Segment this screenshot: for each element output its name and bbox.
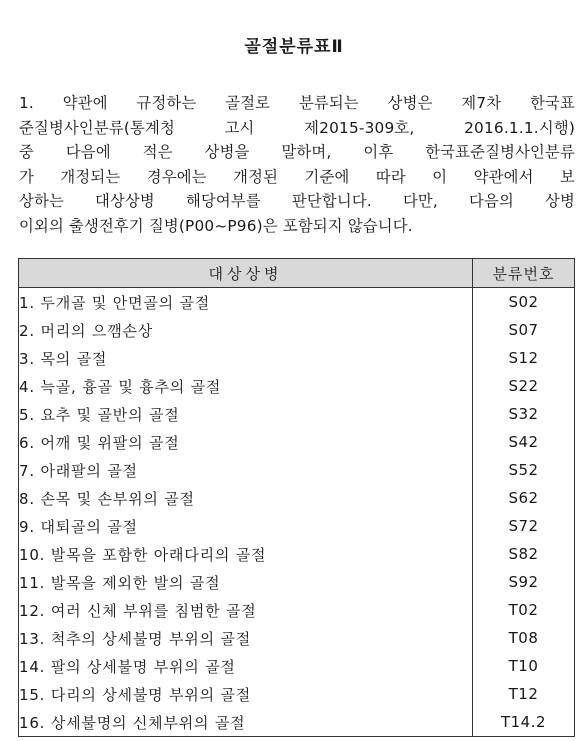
fracture-classification-table [18, 258, 575, 737]
classification-code: S72 [473, 512, 575, 540]
classification-code: S07 [473, 316, 575, 344]
classification-code: S02 [473, 288, 575, 317]
classification-code: S82 [473, 540, 575, 568]
disease-name: 7. 아래팔의 골절 [19, 456, 473, 484]
table-row [19, 596, 575, 624]
classification-code: T08 [473, 624, 575, 652]
disease-name: 13. 척추의 상세불명 부위의 골절 [19, 624, 473, 652]
intro-line: 가 개정되는 경우에는 개정된 기준에 따라 이 약관에서 보 [19, 167, 575, 186]
classification-code: T14.2 [473, 708, 575, 737]
intro-line: 1. 약관에 규정하는 골절로 분류되는 상병은 제7차 한국표 [19, 94, 575, 112]
disease-name: 9. 대퇴골의 골절 [19, 512, 473, 540]
disease-name: 2. 머리의 으깸손상 [19, 316, 473, 344]
classification-code: S52 [473, 456, 575, 484]
classification-code: T12 [473, 680, 575, 708]
intro-line: 이외의 출생전후기 질병(P00~P96)은 포함되지 않습니다. [19, 216, 413, 235]
classification-code: S62 [473, 484, 575, 512]
disease-name: 8. 손목 및 손부위의 골절 [19, 484, 473, 512]
table-row [19, 708, 575, 737]
classification-code: S12 [473, 344, 575, 372]
disease-name: 15. 다리의 상세불명 부위의 골절 [19, 680, 473, 708]
disease-name: 14. 팔의 상세불명 부위의 골절 [19, 652, 473, 680]
disease-name: 6. 어깨 및 위팔의 골절 [19, 428, 473, 456]
disease-name: 12. 여러 신체 부위를 침범한 골절 [19, 596, 473, 624]
table-row [19, 540, 575, 568]
intro-line: 중 다음에 적은 상병을 말하며, 이후 한국표준질병사인분류 [19, 143, 575, 161]
classification-code: S22 [473, 372, 575, 400]
table-row [19, 400, 575, 428]
table-row [19, 484, 575, 512]
intro-line: 상하는 대상상병 해당여부를 판단합니다. 다만, 다음의 상병 [19, 192, 575, 210]
table-row [19, 652, 575, 680]
table-row [19, 316, 575, 344]
table-row [19, 680, 575, 708]
classification-code: S42 [473, 428, 575, 456]
disease-name: 4. 늑골, 흉골 및 흉추의 골절 [19, 372, 473, 400]
classification-code: S32 [473, 400, 575, 428]
intro-line: 준질병사인분류(통계청 고시 제2015-309호, 2016.1.1.시행) [19, 118, 575, 137]
classification-code: T10 [473, 652, 575, 680]
classification-code: S92 [473, 568, 575, 596]
table-row [19, 344, 575, 372]
disease-name: 10. 발목을 포함한 아래다리의 골절 [19, 540, 473, 568]
table-row [19, 288, 575, 317]
table-row [19, 512, 575, 540]
table-header-row [19, 259, 575, 288]
intro-paragraph [19, 91, 575, 238]
column-header-disease: 대상상병 [19, 259, 473, 288]
disease-name: 16. 상세불명의 신체부위의 골절 [19, 708, 473, 737]
page-title: 골절분류표Ⅱ [244, 37, 344, 57]
table-row [19, 372, 575, 400]
table-row [19, 456, 575, 484]
column-header-code: 분류번호 [473, 259, 575, 288]
table-row [19, 428, 575, 456]
table-row [19, 568, 575, 596]
disease-name: 11. 발목을 제외한 발의 골절 [19, 568, 473, 596]
table-row [19, 624, 575, 652]
classification-code: T02 [473, 596, 575, 624]
disease-name: 3. 목의 골절 [19, 344, 473, 372]
disease-name: 1. 두개골 및 안면골의 골절 [19, 288, 473, 317]
disease-name: 5. 요추 및 골반의 골절 [19, 400, 473, 428]
